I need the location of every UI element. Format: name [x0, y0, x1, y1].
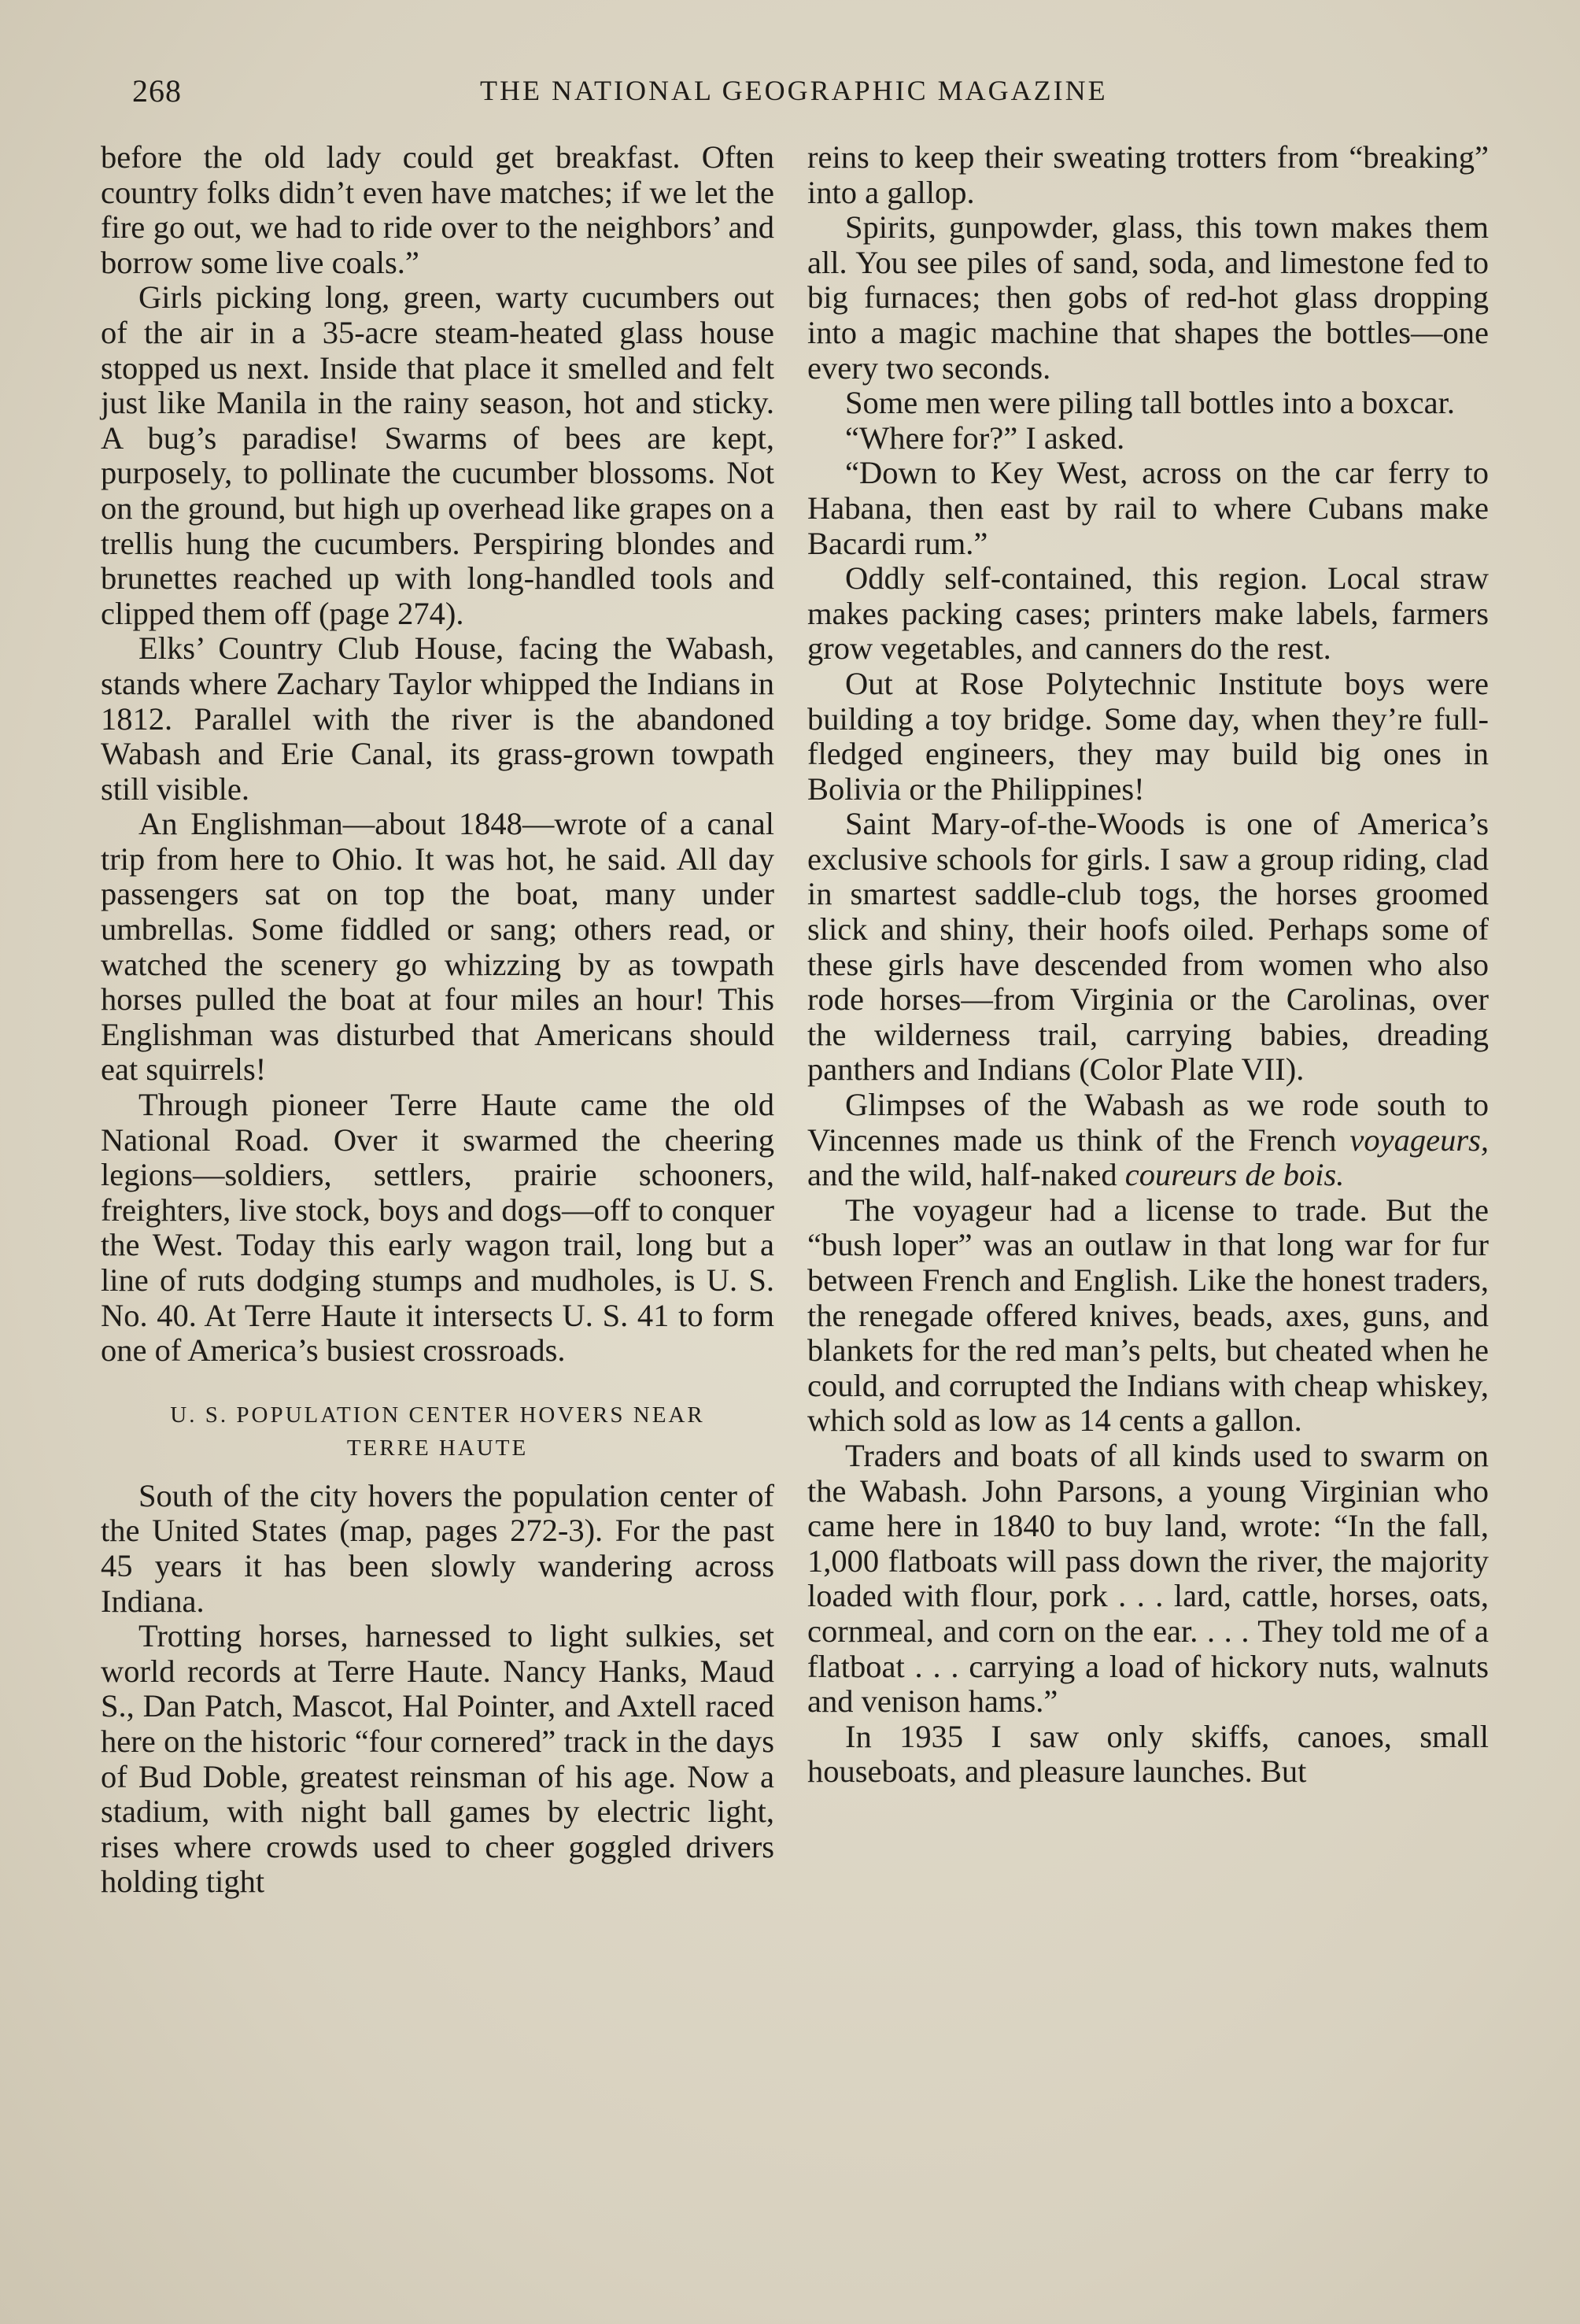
- paragraph-glimpses: [807, 1088, 1489, 1193]
- paragraph: The voyageur had a license to trade. But the “bush loper” was an outlaw in that long war for fur between French and English. Like the honest traders, the renegade offered knives, beads, axes, guns, and blankets for the red man’s pelts, but cheated when he could, and corrupted the Indians with cheap whiskey, which sold as low as 14 cents a gallon.: [807, 1192, 1489, 1439]
- paragraph: Out at Rose Polytechnic Institute boys were building a toy bridge. Some day, when they’re full-fledged engineers, they may build big ones in Bolivia or the Philippines!: [807, 665, 1489, 807]
- paragraph: Elks’ Country Club House, facing the Wabash, stands where Zachary Taylor whipped the Indians in 1812. Parallel with the river is the abandoned Wabash and Erie Canal, its grass-grown towpath still visible.: [101, 630, 774, 807]
- left-column: [101, 140, 774, 1900]
- paragraph: reins to keep their sweating trotters from “breaking” into a gallop.: [807, 139, 1489, 210]
- paragraph: Saint Mary-of-the-Woods is one of America’s exclusive schools for girls. I saw a group riding, clad in smartest saddle-club togs, the horses groomed slick and shiny, their hoofs oiled. Perhaps some of these girls have descended from women who also rode horses—from Virginia or the Carolinas, over the wilderness trail, carrying babies, dreading panthers and Indians (Color Plate VII).: [807, 806, 1489, 1088]
- paragraph: South of the city hovers the population center of the United States (map, pages 272-3). For the past 45 years it has been slowly wandering across Indiana.: [101, 1477, 774, 1619]
- paragraph: Traders and boats of all kinds used to swarm on the Wabash. John Parsons, a young Virginian who came here in 1840 to buy land, wrote: “In the fall, 1,000 flatboats will pass down the river, the majority loaded with flour, pork . . . lard, cattle, horses, oats, cornmeal, and corn on the ear. . . . They told me of a flatboat . . . carrying a load of hickory nuts, walnuts and venison hams.”: [807, 1437, 1489, 1720]
- text-run: and the wild, half-naked: [807, 1157, 1125, 1193]
- paragraph: “Where for?” I asked.: [845, 419, 1125, 456]
- paragraph: Trotting horses, harnessed to light sulkies, set world records at Terre Haute. Nancy Hanks, Maud S., Dan Patch, Mascot, Hal Pointer, and Axtell raced here on the historic “four cornered” track in the days of Bud Doble, greatest reinsman of his age. Now a stadium, with night ball games by electric light, rises where crowds used to cheer goggled drivers holding tight: [101, 1618, 774, 1900]
- right-column: [807, 140, 1489, 1790]
- italic-term: voyageurs,: [1349, 1121, 1489, 1158]
- section-heading-line: U. S. POPULATION CENTER HOVERS NEAR: [170, 1402, 705, 1428]
- text-run: Glimpses of the Wabash as we rode south to Vincennes made us think of the French: [807, 1087, 1489, 1158]
- paragraph: Girls picking long, green, warty cucumbers out of the air in a 35-acre steam-heated glass house stopped us next. Inside that place it smelled and felt just like Manila in the rainy season, hot and sticky. A bug’s paradise! Swarms of bees are kept, purposely, to pollinate the cucumber blossoms. Not on the ground, but high up overhead like grapes on a trellis hung the cucumbers. Perspiring blondes and brunettes reached up with long-handled tools and clipped them off (page 274).: [101, 279, 774, 631]
- page-header: [126, 72, 1479, 112]
- paragraph: “Down to Key West, across on the car ferry to Habana, then east by rail to where Cubans make Bacardi rum.”: [807, 455, 1489, 561]
- paragraph: An Englishman—about 1848—wrote of a canal trip from here to Ohio. It was hot, he said. All day passengers sat on top the boat, many under umbrellas. Some fiddled or sang; others read, or watched the scenery go whizzing by as towpath horses pulled the boat at four miles an hour! This Englishman was disturbed that Americans should eat squirrels!: [101, 806, 774, 1088]
- paragraph: Spirits, gunpowder, glass, this town makes them all. You see piles of sand, soda, and limestone fed to big furnaces; then gobs of red-hot glass dropping into a magic machine that shapes the bottles—one every two seconds.: [807, 209, 1489, 386]
- paragraph: Oddly self-contained, this region. Local straw makes packing cases; printers make labels, farmers grow vegetables, and canners do the rest.: [807, 560, 1489, 667]
- paragraph: Some men were piling tall bottles into a boxcar.: [845, 385, 1455, 421]
- running-title: THE NATIONAL GEOGRAPHIC MAGAZINE: [480, 75, 1108, 106]
- section-heading-line: TERRE HAUTE: [346, 1435, 529, 1461]
- paragraph: In 1935 I saw only skiffs, canoes, small houseboats, and pleasure launches. But: [807, 1718, 1489, 1790]
- italic-term: coureurs de bois.: [1124, 1157, 1345, 1193]
- paragraph: before the old lady could get breakfast. Often country folks didn’t even have matches; if we let the fire go out, we had to ride over to the neighbors’ and borrow some live coals.”: [101, 139, 774, 280]
- section-heading: [101, 1398, 774, 1465]
- paragraph: Through pioneer Terre Haute came the old National Road. Over it swarmed the cheering legions—soldiers, settlers, prairie schooners, freighters, live stock, boys and dogs—off to conquer the West. Today this early wagon trail, long but a line of ruts dodging stumps and mudholes, is U. S. No. 40. At Terre Haute it intersects U. S. 41 to form one of America’s busiest crossroads.: [101, 1087, 774, 1369]
- page-number: 268: [132, 73, 182, 109]
